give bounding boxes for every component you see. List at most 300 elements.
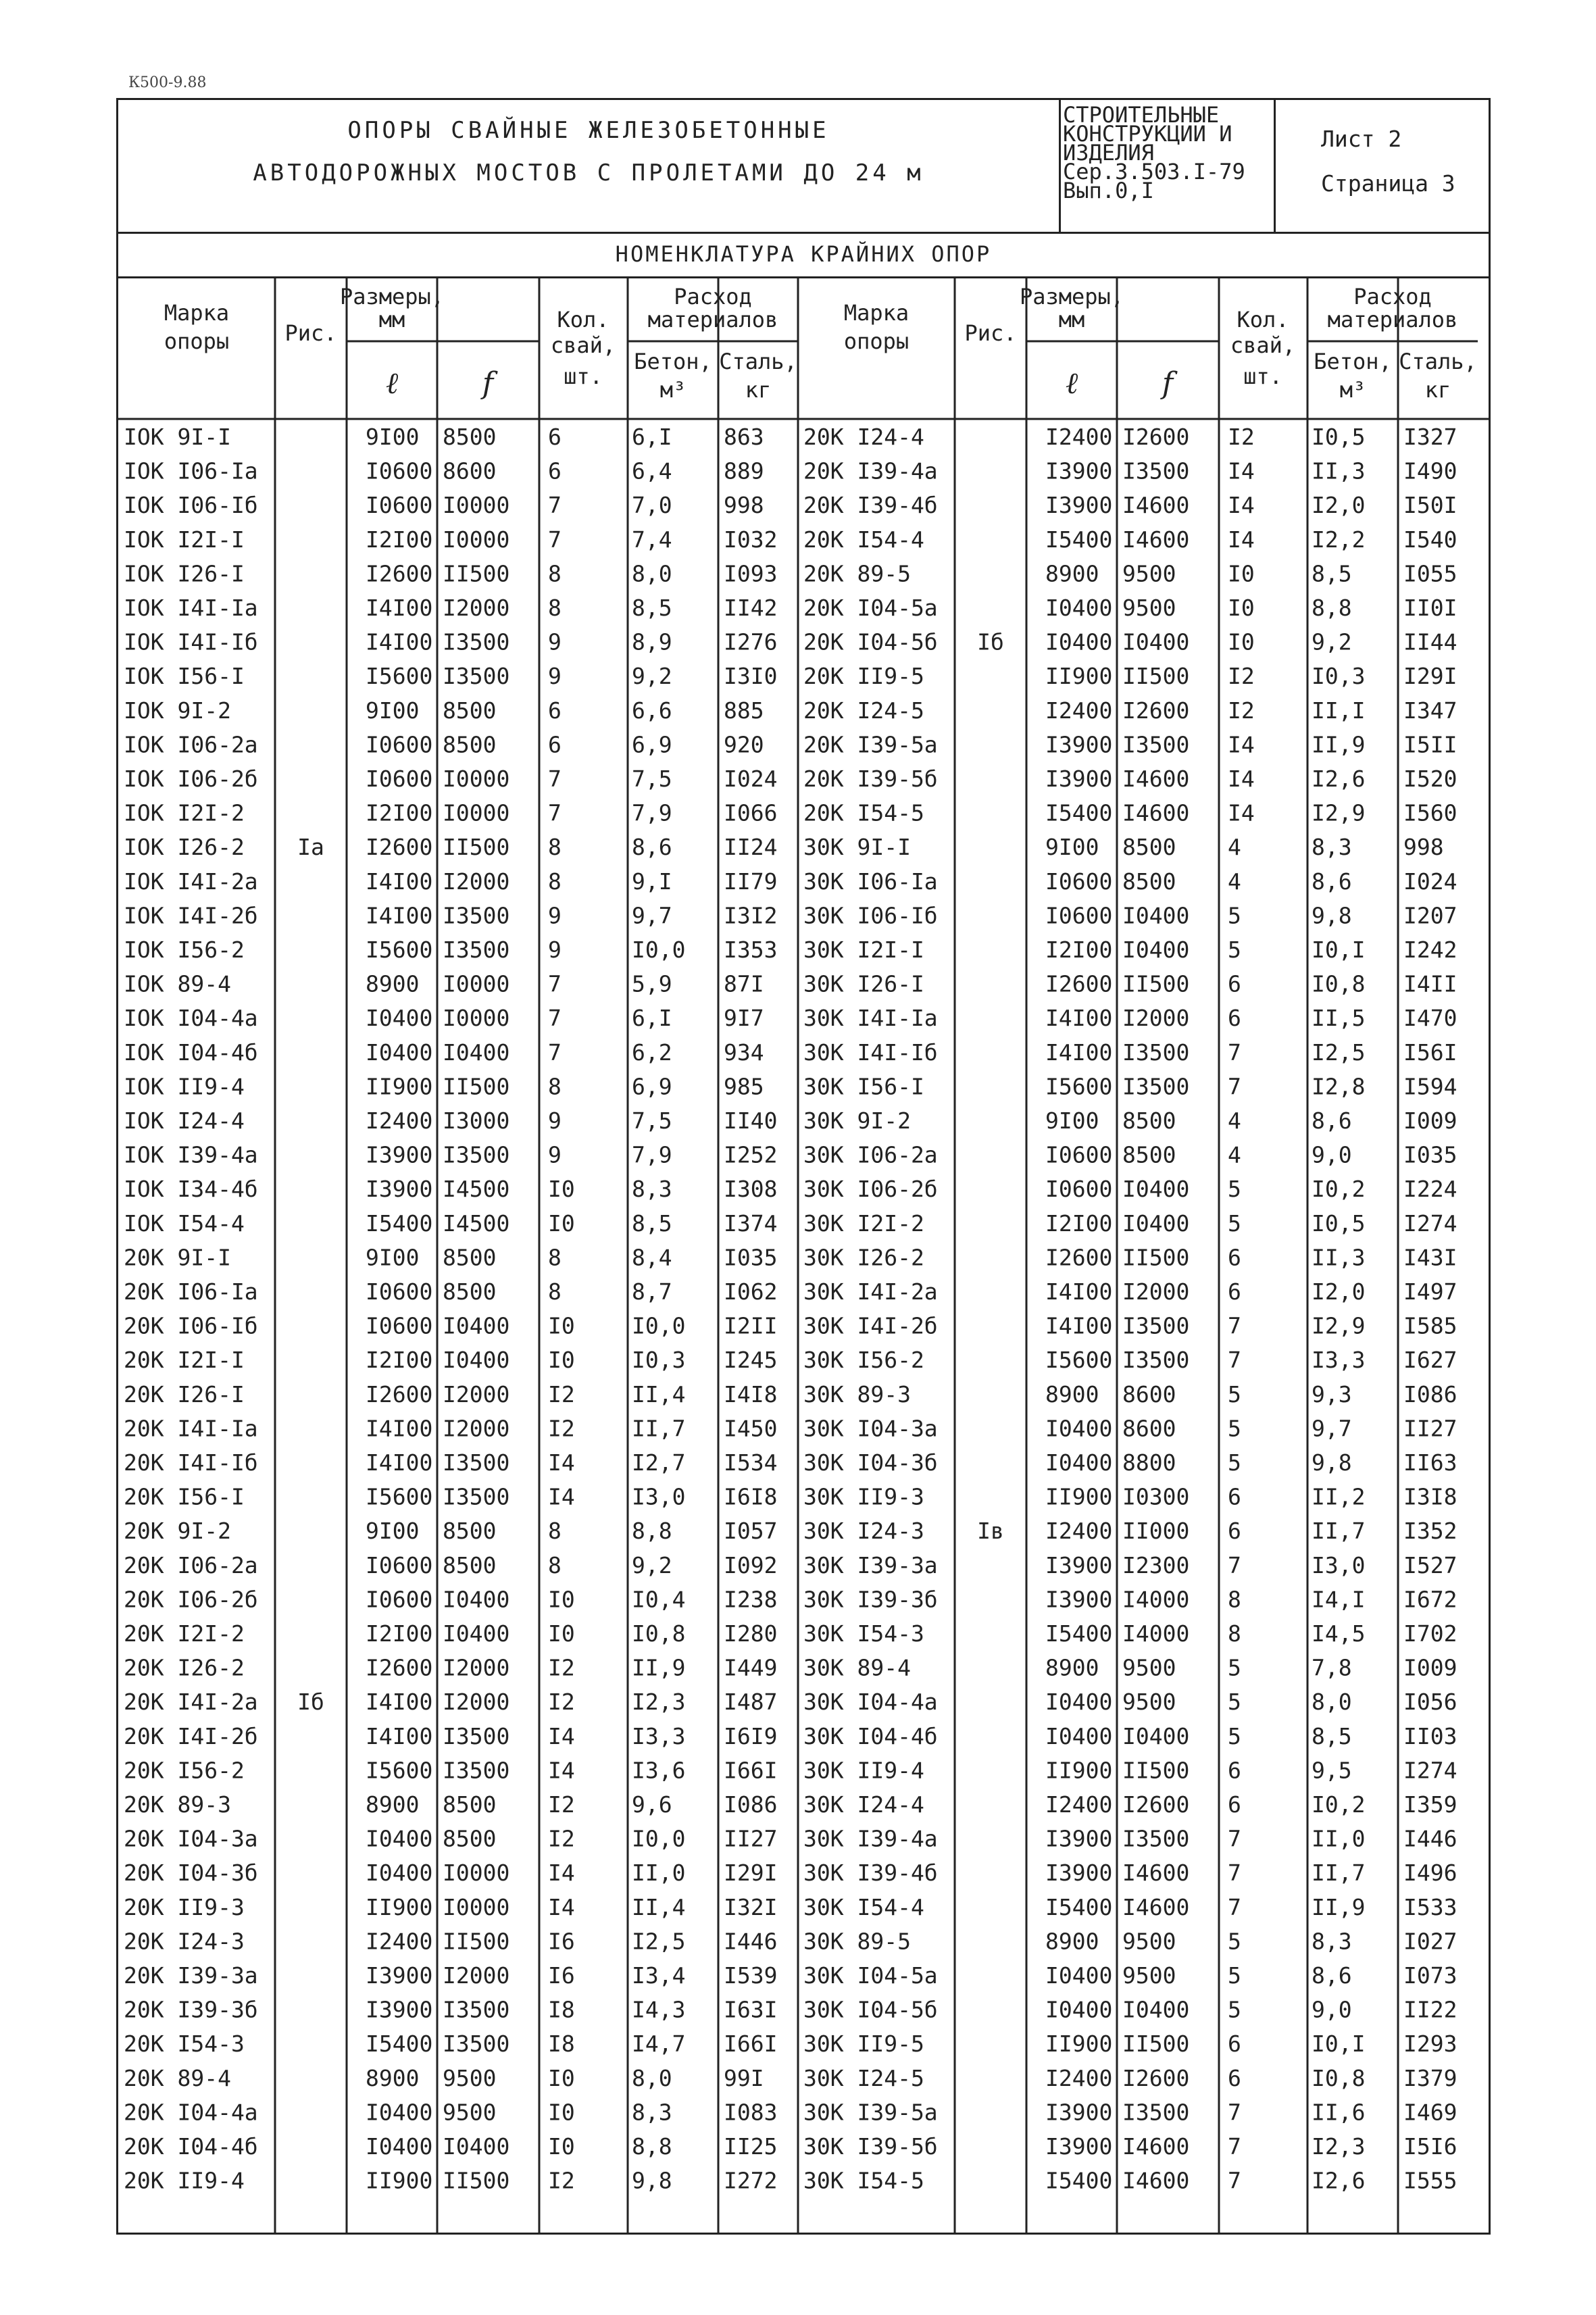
nomenclature-table <box>118 278 1489 2233</box>
table-cell: I6I8 <box>724 1483 778 1510</box>
col-size-header: Размеры, <box>339 284 445 309</box>
table-cell: II,9 <box>1312 1893 1366 1920</box>
table-cell: I308 <box>724 1176 778 1203</box>
table-cell: II0I <box>1403 595 1457 621</box>
cell-mark: 20K I04-3а <box>124 1825 258 1852</box>
table-cell: 8,7 <box>632 1278 672 1305</box>
cell-mark: IOK I4I-Iб <box>124 628 258 655</box>
table-cell: 8 <box>548 1551 562 1578</box>
table-cell: II25 <box>724 2133 778 2160</box>
col-mark-header: опоры <box>843 328 909 354</box>
table-cell: 8 <box>548 1278 562 1305</box>
cell-mark: 20K II9-4 <box>124 2167 245 2194</box>
table-cell: I0400 <box>443 1586 510 1613</box>
table-cell: II,4 <box>632 1380 686 1408</box>
table-cell: 8,5 <box>632 595 672 621</box>
table-cell: I2000 <box>1122 1005 1190 1032</box>
table-cell: I6 <box>548 1928 575 1955</box>
table-cell: I0000 <box>443 1893 510 1920</box>
table-cell: 8900 <box>1045 1654 1099 1681</box>
col-steel-header: кг <box>745 377 772 403</box>
table-cell: I6 <box>548 1962 575 1989</box>
table-cell: I2600 <box>1122 697 1190 724</box>
cell-mark: 20K I4I-2а <box>124 1689 258 1716</box>
cell-mark: IOK II9-4 <box>124 1073 245 1100</box>
series-line: КОНСТРУКЦИИ И <box>1063 121 1232 147</box>
table-cell: 8 <box>1228 1586 1241 1613</box>
cell-mark: 20K I06-2а <box>124 1551 258 1578</box>
table-cell: 8500 <box>443 1825 497 1852</box>
col-l-header: ℓ <box>1065 366 1078 401</box>
table-cell: I450 <box>724 1415 778 1442</box>
table-cell: 7 <box>1228 1825 1241 1852</box>
table-cell: I56I <box>1403 1039 1457 1066</box>
table-cell: I3900 <box>1045 2099 1113 2126</box>
table-cell: I3900 <box>1045 1860 1113 1887</box>
table-cell: 9,8 <box>1312 1449 1352 1476</box>
table-cell: I2 <box>548 2167 575 2194</box>
cell-mark: 30K I39-4а <box>803 1825 938 1852</box>
table-cell: I4600 <box>1122 2167 1190 2194</box>
table-cell: I0000 <box>443 766 510 792</box>
table-cell: I490 <box>1403 457 1457 484</box>
table-cell: I2 <box>548 1380 575 1408</box>
table-cell: I0,3 <box>1312 663 1366 690</box>
table-cell: I092 <box>724 1551 778 1578</box>
cell-mark: 20K I39-3а <box>124 1962 258 1989</box>
table-cell: I224 <box>1403 1176 1457 1203</box>
cell-mark: IOK I54-4 <box>124 1210 245 1237</box>
cell-mark: IOK I06-Iа <box>124 457 258 484</box>
table-cell: I50I <box>1403 492 1457 519</box>
table-cell: II03 <box>1403 1722 1457 1749</box>
table-cell: I5400 <box>366 2031 433 2058</box>
table-cell: I0400 <box>1045 628 1113 655</box>
table-cell: I0000 <box>443 526 510 553</box>
table-cell: I0400 <box>1045 1722 1113 1749</box>
table-cell: 5 <box>1228 1962 1241 1989</box>
table-cell: I3500 <box>443 937 510 963</box>
table-cell: I3900 <box>366 1996 433 2023</box>
cell-mark: 30K I54-5 <box>803 2167 924 2194</box>
table-cell: I5400 <box>366 1210 433 1237</box>
table-cell: I487 <box>724 1689 778 1716</box>
table-cell: II500 <box>1122 2031 1190 2058</box>
table-cell: 8,0 <box>632 560 672 587</box>
table-cell: I5600 <box>1045 1073 1113 1100</box>
cell-mark: 30K I56-2 <box>803 1347 924 1374</box>
table-cell: I4600 <box>1122 492 1190 519</box>
table-cell: 4 <box>1228 868 1241 895</box>
table-cell: 9500 <box>443 2099 497 2126</box>
table-cell: I0,0 <box>632 1825 686 1852</box>
table-cell: 9,3 <box>1312 1380 1352 1408</box>
cell-mark: 30K I39-5а <box>803 2099 938 2126</box>
table-cell: I0 <box>548 1312 575 1339</box>
table-cell: 9,2 <box>1312 628 1352 655</box>
table-cell: I3500 <box>443 1996 510 2023</box>
table-cell: II500 <box>1122 1244 1190 1271</box>
table-cell: 6,I <box>632 1005 672 1032</box>
cell-mark: 30K 89-4 <box>803 1654 911 1681</box>
table-cell: I2600 <box>366 560 433 587</box>
table-cell: II900 <box>366 1893 433 1920</box>
table-cell: I5II <box>1403 731 1457 758</box>
table-cell: 5 <box>1228 1689 1241 1716</box>
table-cell: 8 <box>548 595 562 621</box>
table-cell: I4,7 <box>632 2031 686 2058</box>
table-cell: I2300 <box>1122 1551 1190 1578</box>
table-cell: 5 <box>1228 1722 1241 1749</box>
col-mark-header: Марка <box>843 300 909 326</box>
table-cell: 7 <box>1228 1551 1241 1578</box>
table-cell: 7 <box>548 492 562 519</box>
cell-mark: IOK I34-4б <box>124 1176 258 1203</box>
cell-mark: 20K 9I-2 <box>124 1518 231 1545</box>
table-cell: I3500 <box>443 1449 510 1476</box>
table-cell: 8500 <box>443 1518 497 1545</box>
table-cell: I539 <box>724 1962 778 1989</box>
table-cell: 8600 <box>1122 1415 1176 1442</box>
cell-mark: IOK I2I-2 <box>124 799 245 826</box>
table-cell: 5 <box>1228 902 1241 929</box>
table-cell: 885 <box>724 697 764 724</box>
table-cell: 8900 <box>1045 1928 1099 1955</box>
cell-mark: 30K I4I-Iа <box>803 1005 938 1032</box>
cell-mark: IOK 89-4 <box>124 970 231 997</box>
table-cell: 7 <box>1228 1039 1241 1066</box>
table-cell: I0000 <box>443 799 510 826</box>
fig-label: Iб <box>977 628 1004 655</box>
table-cell: II,9 <box>632 1654 686 1681</box>
table-cell: I4000 <box>1122 1620 1190 1647</box>
table-cell: 8600 <box>443 457 497 484</box>
table-cell: 6 <box>1228 1791 1241 1818</box>
table-cell: 9,I <box>632 868 672 895</box>
col-f-header: f <box>1162 366 1174 401</box>
table-cell: I4 <box>1228 799 1255 826</box>
table-cell: 998 <box>724 492 764 519</box>
cell-mark: 30K I56-I <box>803 1073 924 1100</box>
table-cell: I2I00 <box>366 526 433 553</box>
table-cell: I242 <box>1403 937 1457 963</box>
cell-mark: 20K I4I-2б <box>124 1722 258 1749</box>
table-cell: I2,7 <box>632 1449 686 1476</box>
table-cell: I2,5 <box>632 1928 686 1955</box>
table-cell: 9500 <box>1122 1928 1176 1955</box>
col-l-header: ℓ <box>385 366 399 401</box>
table-cell: 8800 <box>1122 1449 1176 1476</box>
cell-mark: 30K I04-4а <box>803 1689 938 1716</box>
table-cell: I0,8 <box>1312 970 1366 997</box>
col-count-header: Кол. <box>557 307 609 332</box>
table-cell: 8500 <box>443 424 497 450</box>
table-cell: 6 <box>1228 1005 1241 1032</box>
table-cell: 7 <box>1228 2133 1241 2160</box>
col-count-header: шт. <box>1243 364 1282 389</box>
table-cell: I066 <box>724 799 778 826</box>
table-cell: 4 <box>1228 1141 1241 1168</box>
table-cell: I0600 <box>366 1278 433 1305</box>
cell-mark: IOK I56-2 <box>124 937 245 963</box>
cell-mark: IOK I4I-Iа <box>124 595 258 621</box>
table-cell: 87I <box>724 970 764 997</box>
document-code: К500-9.88 <box>128 74 207 91</box>
table-cell: 9500 <box>1122 1654 1176 1681</box>
table-cell: I352 <box>1403 1518 1457 1545</box>
table-cell: 985 <box>724 1073 764 1100</box>
table-cell: I0,3 <box>632 1347 686 1374</box>
series-line: Сер.3.503.I-79 <box>1063 159 1245 184</box>
table-cell: I0000 <box>443 970 510 997</box>
table-cell: I0400 <box>443 1620 510 1647</box>
table-cell: II,2 <box>1312 1483 1366 1510</box>
table-cell: I3900 <box>1045 1586 1113 1613</box>
table-cell: I470 <box>1403 1005 1457 1032</box>
table-cell: 8,6 <box>1312 868 1352 895</box>
table-cell: II500 <box>443 560 510 587</box>
cell-mark: 30K I39-3б <box>803 1586 938 1613</box>
table-cell: I5600 <box>366 663 433 690</box>
col-fig-header: Рис. <box>964 320 1017 346</box>
table-cell: II900 <box>366 2167 433 2194</box>
table-cell: I3500 <box>443 902 510 929</box>
table-cell: I2000 <box>1122 1278 1190 1305</box>
table-cell: 8,8 <box>1312 595 1352 621</box>
table-cell: I2I00 <box>1045 1210 1113 1237</box>
table-cell: I2600 <box>1122 2064 1190 2091</box>
table-cell: I2400 <box>366 1107 433 1134</box>
cell-mark: 30K I39-5б <box>803 2133 938 2160</box>
table-cell: I276 <box>724 628 778 655</box>
table-cell: I2 <box>548 1825 575 1852</box>
table-cell: I0400 <box>1045 595 1113 621</box>
table-cell: I327 <box>1403 424 1457 450</box>
table-cell: I4 <box>548 1757 575 1784</box>
cell-mark: 20K I39-4а <box>803 457 938 484</box>
table-cell: 8500 <box>443 1791 497 1818</box>
col-fig-header: Рис. <box>284 320 337 346</box>
cell-mark: 30K II9-3 <box>803 1483 924 1510</box>
table-cell: I272 <box>724 2167 778 2194</box>
table-cell: I0400 <box>366 1825 433 1852</box>
series-line: ИЗДЕЛИЯ <box>1063 140 1154 166</box>
table-cell: I3900 <box>1045 2133 1113 2160</box>
col-steel-header: Сталь, <box>719 349 797 374</box>
table-cell: I5600 <box>366 1757 433 1784</box>
table-cell: I3I0 <box>724 663 778 690</box>
table-cell: I0400 <box>443 1039 510 1066</box>
table-cell: I5600 <box>1045 1347 1113 1374</box>
cell-mark: 20K I54-3 <box>124 2031 245 2058</box>
table-cell: I009 <box>1403 1654 1457 1681</box>
table-cell: I3,0 <box>632 1483 686 1510</box>
cell-mark: IOK I04-4б <box>124 1039 258 1066</box>
table-cell: 7,9 <box>632 1141 672 1168</box>
table-cell: 8500 <box>443 1244 497 1271</box>
title-block <box>118 100 1489 234</box>
table-cell: I3I2 <box>724 902 778 929</box>
table-cell: I4600 <box>1122 1893 1190 1920</box>
cell-mark: 30K I04-5а <box>803 1962 938 1989</box>
table-cell: 6,6 <box>632 697 672 724</box>
table-cell: I0400 <box>366 1860 433 1887</box>
table-cell: I555 <box>1403 2167 1457 2194</box>
cell-mark: 20K 89-3 <box>124 1791 231 1818</box>
cell-mark: 20K I24-4 <box>803 424 924 450</box>
table-cell: I4 <box>548 1483 575 1510</box>
table-cell: 7 <box>1228 1073 1241 1100</box>
table-cell: 8 <box>1228 1620 1241 1647</box>
cell-mark: 20K I39-3б <box>124 1996 258 2023</box>
table-cell: I4 <box>548 1722 575 1749</box>
table-cell: I274 <box>1403 1210 1457 1237</box>
table-cell: II42 <box>724 595 778 621</box>
table-cell: I3900 <box>1045 766 1113 792</box>
table-cell: I3900 <box>366 1141 433 1168</box>
table-cell: I2600 <box>366 1654 433 1681</box>
cell-mark: 30K I4I-2б <box>803 1312 938 1339</box>
table-cell: I2400 <box>366 1928 433 1955</box>
table-cell: I3900 <box>366 1176 433 1203</box>
table-cell: I5400 <box>1045 2167 1113 2194</box>
table-cell: 8,6 <box>632 834 672 861</box>
table-cell: I086 <box>724 1791 778 1818</box>
table-cell: I024 <box>724 766 778 792</box>
table-cell: 9,7 <box>1312 1415 1352 1442</box>
table-cell: I2 <box>1228 697 1255 724</box>
cell-mark: 30K I06-2а <box>803 1141 938 1168</box>
cell-mark: 30K 9I-I <box>803 834 911 861</box>
table-cell: I0400 <box>1122 1996 1190 2023</box>
cell-mark: 30K II9-5 <box>803 2031 924 2058</box>
col-steel-header: Сталь, <box>1399 349 1477 374</box>
fig-label: Iв <box>977 1518 1004 1545</box>
table-cell: 6 <box>548 457 562 484</box>
table-cell: 8 <box>548 834 562 861</box>
table-cell: I0000 <box>443 492 510 519</box>
table-cell: I63I <box>724 1996 778 2023</box>
table-cell: I0600 <box>1045 902 1113 929</box>
table-cell: I0,8 <box>1312 2064 1366 2091</box>
table-cell: 8,3 <box>632 2099 672 2126</box>
table-cell: 9,2 <box>632 663 672 690</box>
table-cell: I009 <box>1403 1107 1457 1134</box>
table-cell: I3500 <box>1122 1347 1190 1374</box>
table-cell: II900 <box>1045 1757 1113 1784</box>
table-cell: I0400 <box>1045 1689 1113 1716</box>
table-cell: I293 <box>1403 2031 1457 2058</box>
series-block <box>1063 102 1266 203</box>
cell-mark: 20K 89-5 <box>803 560 911 587</box>
table-cell: 8,9 <box>632 628 672 655</box>
cell-mark: 20K I39-4б <box>803 492 938 519</box>
cell-mark: 20K I24-5 <box>803 697 924 724</box>
table-cell: I0400 <box>1045 1962 1113 1989</box>
cell-mark: IOK I4I-2б <box>124 902 258 929</box>
table-cell: I2000 <box>443 1380 510 1408</box>
table-cell: I3500 <box>1122 1073 1190 1100</box>
col-size-header: мм <box>1058 307 1085 332</box>
table-cell: I3,3 <box>632 1722 686 1749</box>
table-cell: I073 <box>1403 1962 1457 1989</box>
table-cell: 8 <box>548 1073 562 1100</box>
fig-label: Iб <box>297 1689 324 1716</box>
table-cell: I0,I <box>1312 2031 1366 2058</box>
table-cell: II500 <box>1122 970 1190 997</box>
table-cell: I0600 <box>366 492 433 519</box>
table-cell: II24 <box>724 834 778 861</box>
table-cell: II,3 <box>1312 1244 1366 1271</box>
table-cell: 889 <box>724 457 764 484</box>
table-cell: 99I <box>724 2064 764 2091</box>
table-cell: II22 <box>1403 1996 1457 2023</box>
cell-mark: 20K 89-4 <box>124 2064 231 2091</box>
col-mark-header: Марка <box>164 300 230 326</box>
table-cell: I0400 <box>1122 1176 1190 1203</box>
table-cell: I3500 <box>443 1757 510 1784</box>
table-cell: II,4 <box>632 1893 686 1920</box>
table-cell: 6 <box>1228 1518 1241 1545</box>
table-cell: 8500 <box>1122 868 1176 895</box>
table-cell: I702 <box>1403 1620 1457 1647</box>
table-cell: I2400 <box>1045 2064 1113 2091</box>
table-cell: I4500 <box>443 1210 510 1237</box>
table-cell: I2600 <box>366 834 433 861</box>
table-cell: I2I00 <box>366 1620 433 1647</box>
table-cell: II79 <box>724 868 778 895</box>
table-cell: I5400 <box>1045 1620 1113 1647</box>
table-cell: 8500 <box>443 1278 497 1305</box>
table-cell: 8,4 <box>632 1244 672 1271</box>
table-cell: I4I00 <box>366 868 433 895</box>
table-cell: I594 <box>1403 1073 1457 1100</box>
table-cell: I083 <box>724 2099 778 2126</box>
table-cell: 5 <box>1228 1449 1241 1476</box>
table-cell: I3500 <box>443 663 510 690</box>
table-cell: I2600 <box>1122 424 1190 450</box>
table-cell: I3500 <box>1122 1039 1190 1066</box>
table-cell: 8500 <box>1122 1141 1176 1168</box>
table-cell: I2000 <box>443 1654 510 1681</box>
table-cell: I585 <box>1403 1312 1457 1339</box>
table-cell: 5 <box>1228 1996 1241 2023</box>
table-cell: I3500 <box>1122 2099 1190 2126</box>
sheet-number: Лист 2 <box>1321 126 1402 152</box>
cell-mark: 20K I4I-Iа <box>124 1415 258 1442</box>
table-cell: I534 <box>724 1449 778 1476</box>
table-cell: I2,9 <box>1312 1312 1366 1339</box>
table-cell: I379 <box>1403 2064 1457 2091</box>
table-cell: I2000 <box>443 595 510 621</box>
table-cell: 9I7 <box>724 1005 764 1032</box>
table-cell: I446 <box>1403 1825 1457 1852</box>
col-count-header: Кол. <box>1237 307 1289 332</box>
cell-mark: IOK 9I-2 <box>124 697 231 724</box>
cell-mark: 30K 89-3 <box>803 1380 911 1408</box>
table-cell: I347 <box>1403 697 1457 724</box>
table-cell: I2000 <box>443 1415 510 1442</box>
table-cell: I0 <box>548 1620 575 1647</box>
table-cell: 9 <box>548 1107 562 1134</box>
cell-mark: 30K I24-3 <box>803 1518 924 1545</box>
table-cell: I0400 <box>1122 628 1190 655</box>
cell-mark: IOK I06-Iб <box>124 492 258 519</box>
table-cell: I2 <box>548 1791 575 1818</box>
table-cell: I2I00 <box>366 1347 433 1374</box>
table-cell: I0000 <box>443 1005 510 1032</box>
table-cell: I252 <box>724 1141 778 1168</box>
